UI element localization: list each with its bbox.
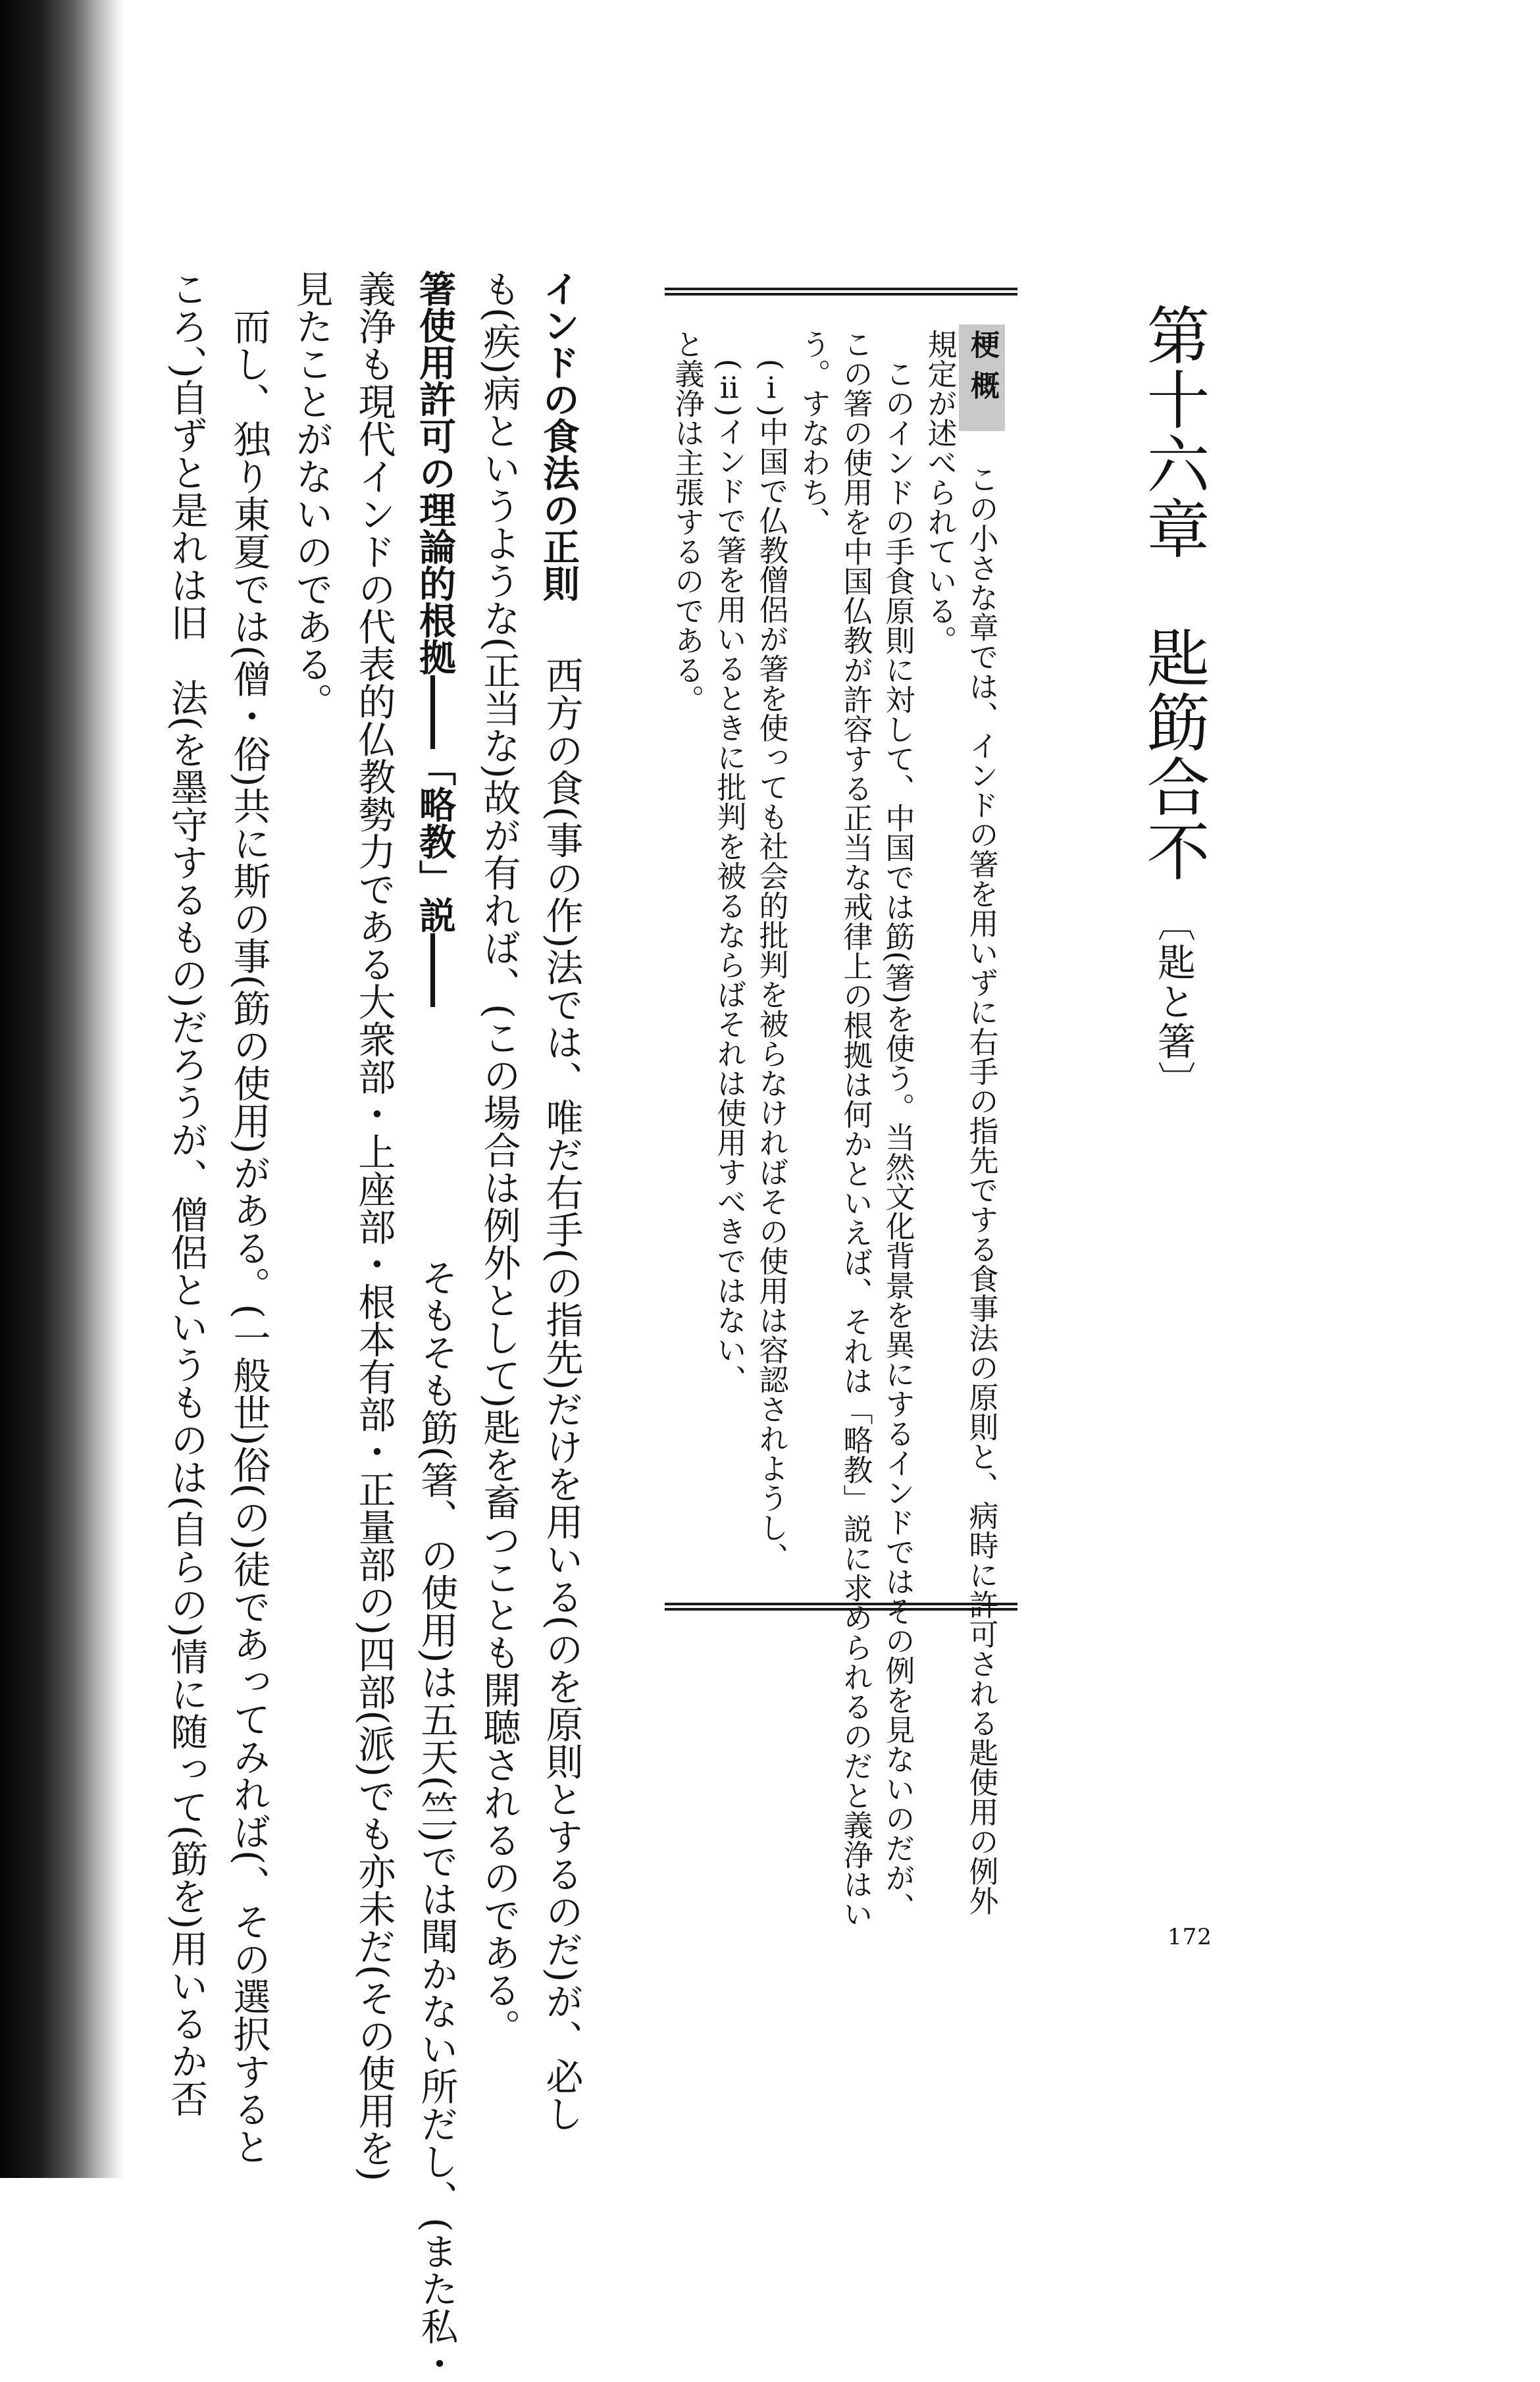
- summary-line: (ⅱ)インドで箸を用いるときに批判を被るならばそれは使用すべきではない、: [711, 329, 747, 1395]
- body-line: も(疾)病というような(正当な)故が有れば、(この場合は例外として)匙を畜つことも開聴されるのである。: [477, 270, 521, 2046]
- summary-line: この小さな章では、インドの箸を用いずに右手の指先でする食事法の原則と、病時に許可される匙使用の例外: [963, 464, 999, 1915]
- scan-gutter-shadow: [0, 0, 125, 2178]
- summary-line: 規定が述べられている。: [922, 329, 958, 655]
- chapter-subtitle: 〔匙と箸〕: [1151, 903, 1196, 1100]
- page-number: 172: [1168, 1924, 1212, 1950]
- section-heading-chopstick-rationale: 箸使用許可の理論的根拠――「略教」説――: [413, 270, 456, 1007]
- body-line: ころ、)自ずと是れは旧 法(を墨守するもの)だろうが、僧侶というものは(自らの)情に随って(筯を)用いるか否: [165, 270, 208, 2117]
- summary-line: このインドの手食原則に対して、中国では筯(箸)を使う。当然文化背景を異にするインドではその例を見ないのだが、: [880, 329, 915, 1923]
- summary-line: う。すなわち、: [796, 329, 831, 536]
- summary-top-rule: [665, 288, 1017, 296]
- summary-label-text: 梗概: [965, 330, 999, 411]
- chapter-title-text: 第十六章 匙筯合不: [1137, 303, 1210, 883]
- body-line: 而し、独り東夏では(僧・俗)共に斯の事(筯の使用)がある。(一般世)俗(の)徒であってみれば(、その選択すると: [227, 270, 270, 2165]
- chapter-title: [1137, 303, 1210, 1100]
- summary-line: (ⅰ)中国で仏教僧侶が箸を使っても社会的批判を被らなければその使用は容認されようし、: [754, 329, 789, 1572]
- body-line: 西方の食(事の作)法では、唯だ右手(の指先)だけを用いる(のを原則とするのだ)が、必し: [540, 619, 583, 2133]
- body-line: 義浄も現代インドの代表的仏教勢力である大衆部・上座部・根本有部・正量部の)四部(派)でも亦未だ(その使用を): [352, 270, 396, 2182]
- body-line: そもそも筯(箸、の使用)は五天(竺)では聞かない所だし、(また私・: [415, 1221, 458, 2382]
- summary-label: [959, 324, 1005, 431]
- summary-line: この箸の使用を中国仏教が許容する正当な戒律上の根拠は何かといえば、それは「略教」説に求められるのだと義浄はい: [838, 329, 873, 1929]
- summary-line: と義浄は主張するのである。: [669, 329, 705, 714]
- section-heading-indian-eating-rule: インドの食法の正則: [537, 270, 580, 602]
- body-line: 見たことがないのである。: [290, 270, 333, 720]
